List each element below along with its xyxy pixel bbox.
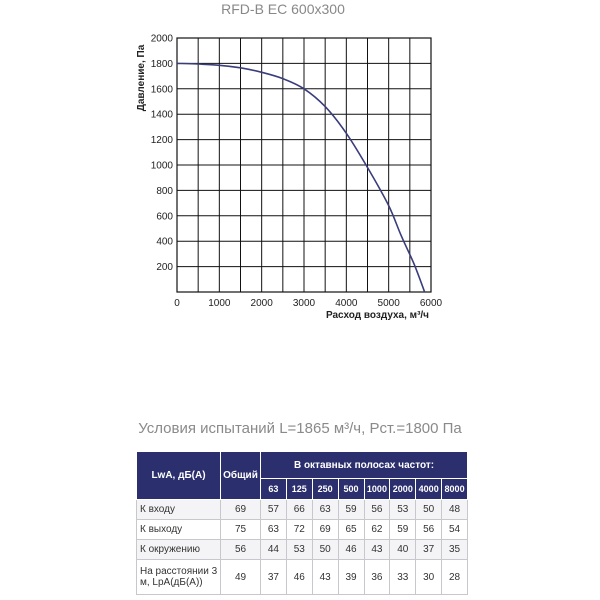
x-tick-label: 0 (174, 298, 180, 309)
row-total: 49 (221, 560, 261, 595)
y-tick-label: 2000 (150, 33, 173, 45)
table-row (137, 560, 468, 595)
band-value: 56 (416, 520, 442, 540)
band-value: 37 (261, 560, 287, 595)
row-label: К входу (137, 500, 221, 520)
noise-table (136, 451, 468, 595)
band-value: 59 (390, 520, 416, 540)
band-header: 250 (312, 479, 338, 500)
band-value: 63 (312, 500, 338, 520)
band-value: 37 (416, 540, 442, 560)
band-header: 63 (261, 479, 287, 500)
chart-title: RFD-B EC 600x300 (221, 1, 345, 17)
band-value: 69 (312, 520, 338, 540)
y-tick-labels (151, 34, 174, 274)
band-value: 54 (442, 520, 468, 540)
band-value: 53 (286, 540, 312, 560)
y-tick-label: 1000 (150, 160, 173, 172)
row-label: К окружению (137, 540, 221, 560)
x-tick-label: 5000 (377, 298, 400, 309)
y-axis-label: Давление, Па (136, 44, 147, 112)
band-value: 46 (338, 540, 364, 560)
x-tick-label: 2000 (250, 298, 273, 309)
row-label: К выходу (137, 520, 221, 540)
band-value: 56 (364, 500, 390, 520)
x-axis-label: Расход воздуха, м³/ч (325, 310, 429, 321)
band-value: 39 (338, 560, 364, 595)
row-total: 69 (221, 500, 261, 520)
y-tick-label: 200 (156, 262, 173, 274)
x-tick-label: 4000 (335, 298, 358, 309)
band-value: 43 (364, 540, 390, 560)
x-tick-labels (174, 298, 442, 309)
band-value: 36 (364, 560, 390, 595)
band-value: 40 (390, 540, 416, 560)
x-tick-label: 6000 (419, 298, 443, 309)
band-value: 46 (286, 560, 312, 595)
band-value: 72 (286, 520, 312, 540)
y-tick-label: 1200 (150, 135, 173, 147)
band-header: 1000 (364, 479, 390, 500)
band-value: 50 (312, 540, 338, 560)
y-tick-label: 1400 (150, 109, 173, 121)
band-value: 50 (416, 500, 442, 520)
performance-curve (177, 63, 425, 292)
band-value: 44 (261, 540, 287, 560)
band-value: 65 (338, 520, 364, 540)
table-row (137, 500, 468, 520)
test-conditions: Условия испытаний L=1865 м³/ч, Pст.=1800 Па (138, 420, 462, 437)
header-total: Общий (221, 452, 261, 500)
band-value: 59 (338, 500, 364, 520)
band-value: 43 (312, 560, 338, 595)
band-value: 33 (390, 560, 416, 595)
band-value: 28 (442, 560, 468, 595)
chart-curve-layer (177, 63, 425, 292)
band-value: 35 (442, 540, 468, 560)
band-value: 63 (261, 520, 287, 540)
table-row (137, 540, 468, 560)
band-header: 500 (338, 479, 364, 500)
table-row (137, 520, 468, 540)
band-value: 48 (442, 500, 468, 520)
band-header: 4000 (416, 479, 442, 500)
band-header: 8000 (442, 479, 468, 500)
band-value: 57 (261, 500, 287, 520)
y-tick-label: 800 (156, 185, 173, 197)
band-value: 62 (364, 520, 390, 540)
y-tick-label: 600 (156, 211, 173, 223)
header-lwa: LwA, дБ(А) (137, 452, 221, 500)
x-tick-label: 3000 (292, 298, 316, 309)
band-value: 30 (416, 560, 442, 595)
y-tick-label: 1800 (150, 58, 173, 70)
row-total: 56 (221, 540, 261, 560)
band-value: 66 (286, 500, 312, 520)
x-tick-label: 1000 (208, 298, 231, 309)
band-header: 2000 (390, 479, 416, 500)
y-tick-label: 1600 (150, 84, 173, 96)
band-value: 53 (390, 500, 416, 520)
header-bands: В октавных полосах частот: (261, 452, 468, 479)
band-header: 125 (286, 479, 312, 500)
chart-grid (177, 38, 431, 292)
y-tick-label: 400 (156, 236, 173, 248)
row-total: 75 (221, 520, 261, 540)
row-label: На расстоянии 3 м, LpA(дБ(А)) (137, 560, 221, 595)
